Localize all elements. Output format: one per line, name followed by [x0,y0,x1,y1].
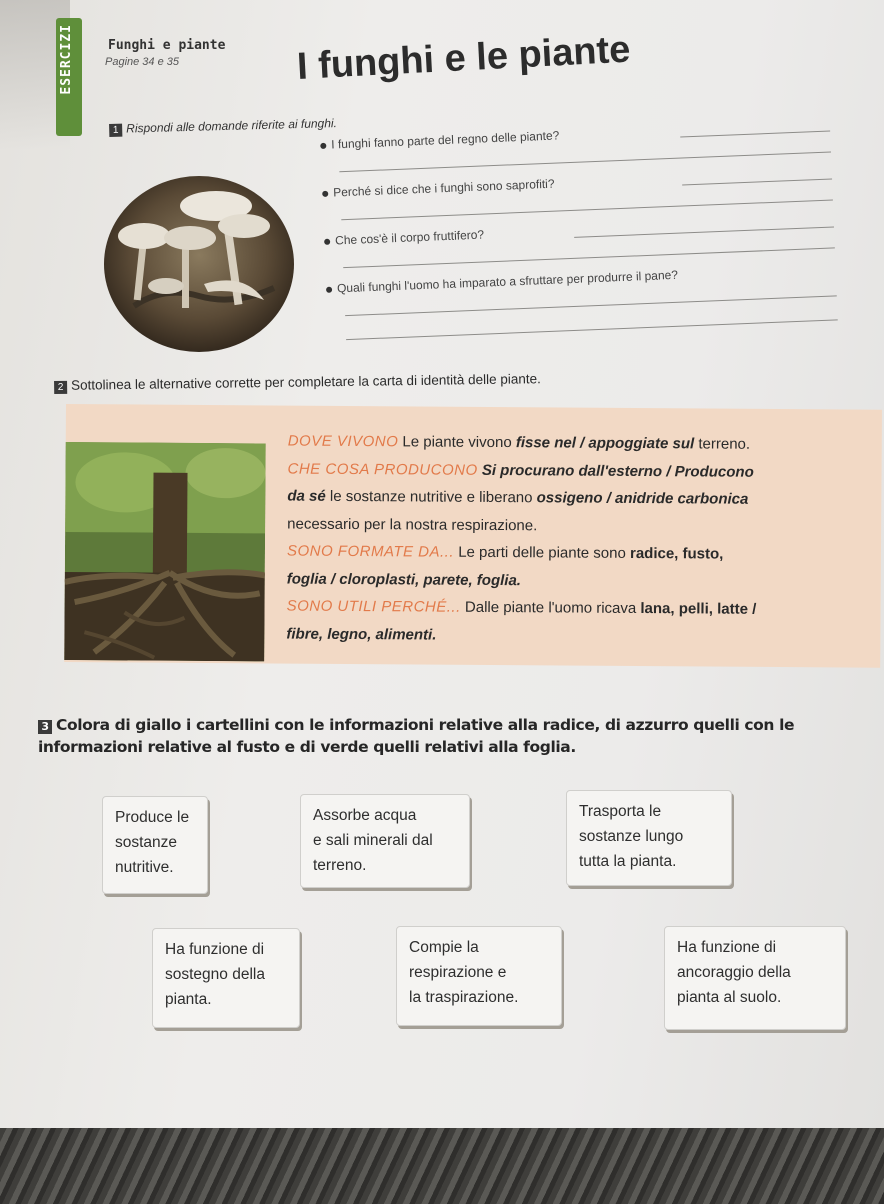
question-2-text: Perché si dice che i funghi sono saprofiti? [332,176,555,200]
card-line: Ha funzione di [165,941,265,958]
useful-label: SONO UTILI PERCHÉ... [286,597,461,616]
option-choice[interactable]: Si procurano dall'esterno / Producono [477,461,754,481]
card-line: pianta. [165,991,212,1008]
option-choice[interactable]: ossigeno / anidride carbonica [536,489,749,508]
question-3-text: Che cos'è il corpo fruttifero? [334,227,485,248]
option-choice[interactable]: lana, pelli, latte / [640,600,757,618]
exercise-1-number: 1 [109,124,122,137]
info-card[interactable] [566,790,732,886]
card-line: nutritive. [115,859,174,876]
exercise-1-instruction [109,116,337,137]
question-4-text: Quali funghi l'uomo ha imparato a sfruttare per produrre il pane? [336,267,679,296]
bullet-icon [326,286,332,292]
card-line: Assorbe acqua [313,807,417,824]
card-line: tutta la pianta. [579,853,677,870]
formed-label: SONO FORMATE DA... [286,542,455,561]
exercise-2-text: Sottolinea le alternative corrette per completare la carta di identità delle piante. [70,371,541,393]
bullet-icon [322,191,328,197]
card-line: terreno. [313,857,367,874]
side-tab-label: ESERCIZI [59,24,74,95]
card-text: Le piante vivono [398,433,516,452]
exercise-1-questions [320,118,837,330]
section-title: Funghi e piante [108,38,226,53]
exercises-side-tab [56,18,82,136]
produce-label: CHE COSA PRODUCONO [287,460,478,479]
exercise-3-number: 3 [38,720,52,734]
mushroom-photo [104,176,294,352]
tree-roots-photo [64,442,266,661]
exercise-2-instruction [54,371,541,394]
bullet-icon [324,239,330,245]
card-text: Le parti delle piante sono [453,543,631,562]
where-label: DOVE VIVONO [287,432,399,451]
answer-line[interactable] [680,131,830,138]
card-line: Produce le [115,809,190,826]
info-card[interactable] [300,794,470,888]
option-choice[interactable]: da sé [287,487,326,505]
card-text: le sostanze nutritive e liberano [325,487,537,507]
answer-line[interactable] [345,295,837,316]
card-line: Trasporta le [579,803,662,820]
info-card[interactable] [396,926,562,1026]
exercise-2-number: 2 [54,381,67,394]
exercise-1-text: Rispondi alle domande riferite ai funghi. [125,116,338,136]
card-text: necessario per la nostra respirazione. [287,515,538,534]
floor-background [0,1128,884,1204]
card-text: Dalle piante l'uomo ricava [460,598,641,618]
card-line: e sali minerali dal [313,832,433,849]
exercise-3-instruction [38,714,838,758]
bullet-icon [320,143,326,149]
card-line: respirazione e [409,964,507,981]
info-card[interactable] [664,926,846,1030]
plant-identity-card [64,404,882,668]
question-1-text: I funghi fanno parte del regno delle piante? [330,128,560,152]
info-card[interactable] [152,928,300,1028]
option-choice[interactable]: foglia / cloroplasti, parete, foglia. [286,570,522,589]
page-title: I funghi e le piante [296,28,632,88]
card-line: Ha funzione di [677,939,777,956]
card-line: ancoraggio della [677,964,791,981]
identity-card-text [286,428,868,652]
card-bold-text: radice, fusto, [629,544,724,563]
answer-line[interactable] [682,178,832,185]
card-line: pianta al suolo. [677,989,782,1006]
card-line: la traspirazione. [409,989,519,1006]
card-line: sostanze lungo [579,828,684,845]
answer-line[interactable] [346,319,838,340]
answer-line[interactable] [574,226,834,237]
exercise-3-text: Colora di giallo i cartellini con le informazioni relative alla radice, di azzurro quelli con le informazioni relative al fusto e di verde quelli relativi alla foglia. [38,716,795,756]
option-choice[interactable]: fisse nel / appoggiate sul [515,434,695,453]
card-text: terreno. [694,435,751,453]
card-line: sostegno della [165,966,265,983]
page-reference: Pagine 34 e 35 [105,56,180,68]
option-choice[interactable]: fibre, legno, alimenti. [286,625,437,644]
info-card[interactable] [102,796,208,894]
card-line: Compie la [409,939,479,956]
card-line: sostanze [115,834,178,851]
